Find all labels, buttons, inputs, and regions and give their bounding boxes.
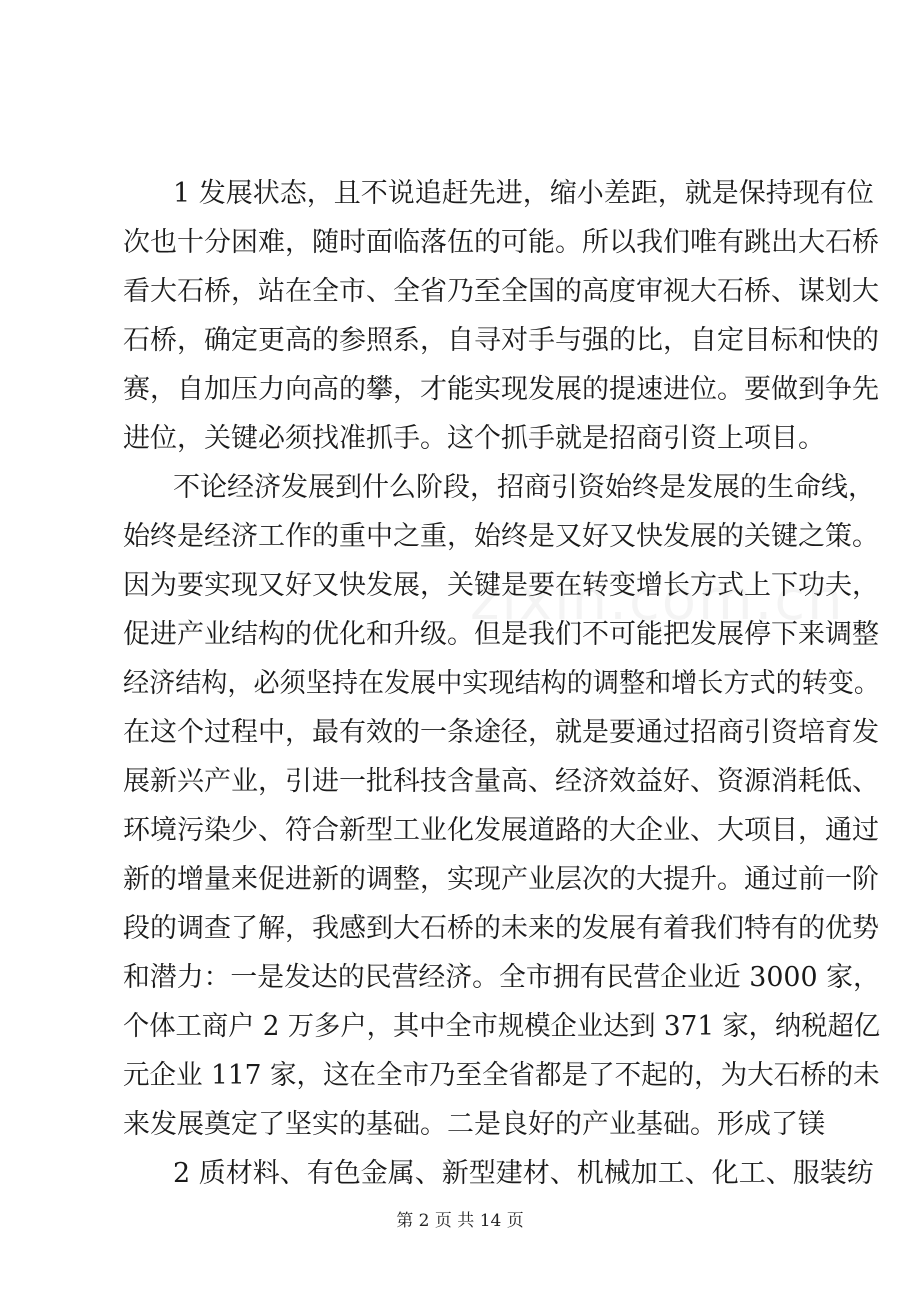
text-line: 段的调查了解，我感到大石桥的未来的发展有着我们特有的优势 [123,913,879,944]
text-line: 和潜力：一是发达的民营经济。全市拥有民营企业近 3000 家， [123,962,880,993]
text-line: 不论经济发展到什么阶段，招商引资始终是发展的生命线， [173,472,875,503]
page-number-footer: 第 2 页 共 14 页 [396,1211,524,1231]
text-line: 1 发展状态，且不说追赶先进，缩小差距，就是保持现有位 [173,178,874,209]
text-line: 始终是经济工作的重中之重，始终是又好又快发展的关键之策。 [123,521,879,552]
text-line: 新的增量来促进新的调整，实现产业层次的大提升。通过前一阶 [123,864,879,895]
text-line: 进位，关键必须找准抓手。这个抓手就是招商引资上项目。 [123,423,825,454]
text-line: 环境污染少、符合新型工业化发展道路的大企业、大项目，通过 [123,815,879,846]
text-line: 个体工商户 2 万多户，其中全市规模企业达到 371 家，纳税超亿 [123,1011,881,1042]
text-line: 2 质材料、有色金属、新型建材、机械加工、化工、服装纺 [173,1158,874,1189]
text-line: 元企业 117 家，这在全市乃至全省都是了不起的，为大石桥的未 [123,1060,880,1091]
text-line: 因为要实现又好又快发展，关键是要在转变增长方式上下功夫， [123,570,879,601]
text-line: 看大石桥，站在全市、全省乃至全国的高度审视大石桥、谋划大 [123,276,879,307]
text-line: 展新兴产业，引进一批科技含量高、经济效益好、资源消耗低、 [123,766,879,797]
text-line: 经济结构，必须坚持在发展中实现结构的调整和增长方式的转变。 [123,668,881,699]
text-line: 在这个过程中，最有效的一条途径，就是要通过招商引资培育发 [123,717,879,748]
text-line: 石桥，确定更高的参照系，自寻对手与强的比，自定目标和快的 [123,325,879,356]
text-line: 促进产业结构的优化和升级。但是我们不可能把发展停下来调整 [123,619,879,650]
text-line: 来发展奠定了坚实的基础。二是良好的产业基础。形成了镁 [123,1109,825,1140]
text-line: 次也十分困难，随时面临落伍的可能。所以我们唯有跳出大石桥 [123,227,879,258]
text-line: 赛，自加压力向高的攀，才能实现发展的提速进位。要做到争先 [123,374,879,405]
